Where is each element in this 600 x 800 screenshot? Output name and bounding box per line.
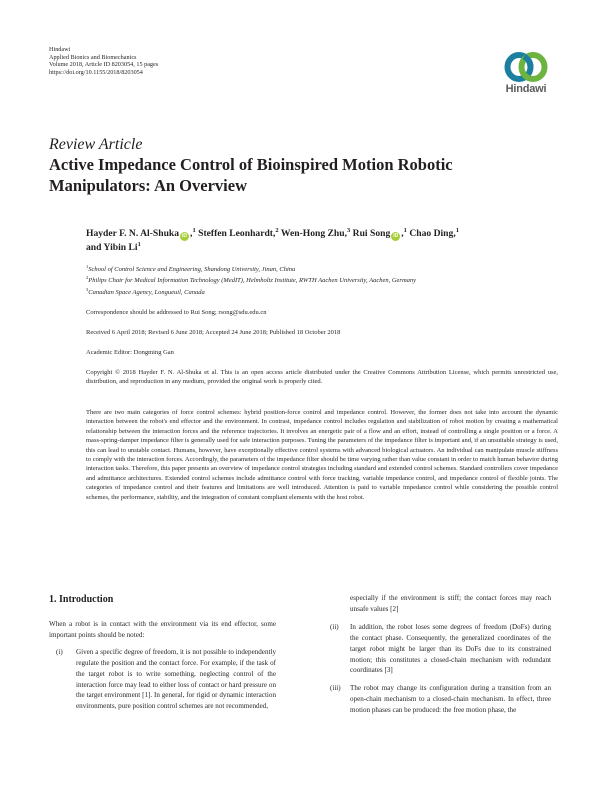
list-text: The robot may change its configuration during a transition from an open-chain mechanism to a closed-chain mechanism. In effect, three motion phases can be produced: the free motion phase, the <box>350 684 551 715</box>
column-left <box>49 619 276 719</box>
academic-editor: Academic Editor: Dongming Gan <box>86 349 174 356</box>
list-item <box>323 622 551 677</box>
interlocking-rings-icon <box>498 50 554 84</box>
copyright-notice: Copyright © 2018 Hayder F. N. Al-Shuka et al. This is an open access article distributed under the Creative Commons Attribution License, which permits unrestricted use, distribution, and reproduction in any medium, provided the original work is properly cited. <box>86 369 558 386</box>
citation-info: Volume 2018, Article ID 8203054, 15 pages <box>49 61 159 69</box>
author[interactable]: Hayder F. N. Al-Shuka iD ,$^1$ <box>86 226 196 239</box>
article-type: Review Article <box>49 136 143 153</box>
publication-dates: Received 6 April 2018; Revised 6 June 2018; Accepted 24 June 2018; Published 18 October 2018 <box>86 329 341 336</box>
article-title <box>49 154 529 196</box>
logo-wordmark: Hindawi <box>505 83 547 95</box>
list-text: especially if the environment is stiff; the contact forces may reach unsafe values [2] <box>350 594 551 613</box>
column-right <box>323 593 551 723</box>
list-number: (iii) <box>330 684 341 693</box>
title-line-2: Manipulators: An Overview <box>49 176 247 195</box>
list-item <box>323 683 551 716</box>
author[interactable]: Chao Ding,$^1$ <box>409 226 459 239</box>
abstract: There are two main categories of force control schemes: hybrid position-force control and impedance control. However, the former does not take into account the dynamic interaction between the robot's end effector and the environment. In contrast, impedance control includes regulation and stabilization of robot motion by creating a mathematical relationship between the interaction forces and the reference trajectories. It involves an energetic pair of a flow and an effort, instead of controlling a single position or a force. A mass-spring-damper impedance filter is generally used for safe interaction purposes. Tuning the parameters of the impedance filter is important and, if an unsuitable strategy is used, this can lead to unstable contact. Humans, however, have exceptionally effective control systems with advanced biological actuators. An individual can manipulate muscle stiffness to comply with the interaction forces. Accordingly, the parameters of the impedance filter should be time varying rather than value constant in order to match human behavior during interaction tasks. Therefore, this paper presents an overview of impedance control strategies including standard and extended control schemes. Standard controllers cover impedance and admittance architectures. Extended control schemes include admittance control with force tracking, variable impedance control, and impedance control of flexible joints. The categories of impedance control and their features and limitations are well introduced. Attention is paid to variable impedance control while considering the possible control schemes, the performance, stability, and the integration of constant compliant elements with the host robot. <box>86 409 558 501</box>
list-number: (ii) <box>330 622 339 631</box>
affiliation: $^2$Philips Chair for Medical Information Technology (MedIT), Helmholtz Institute, RWTH Aachen University, Aachen, Germany <box>86 275 417 285</box>
orcid-icon[interactable]: iD <box>182 233 188 239</box>
author-list <box>86 227 556 255</box>
title-line-1: Active Impedance Control of Bioinspired Motion Robotic <box>49 155 453 174</box>
author[interactable]: Steffen Leonhardt,$^2$ <box>198 226 279 239</box>
affiliations <box>86 264 416 298</box>
list-text: Given a specific degree of freedom, it is not possible to independently regulate the position and the contact force. For example, if the task of the target robot is to write something, neglecting control of the interaction force may lead to either loss of contact or hard pressure on the target environment [1]. In general, for rigid or dynamic interaction environments, pure position control schemes are not recommended, <box>76 647 276 711</box>
journal-metadata <box>49 46 158 76</box>
author[interactable]: Wen-Hong Zhu,$^3$ <box>280 226 351 239</box>
doi-link[interactable]: https://doi.org/10.1155/2018/8203054 <box>49 68 143 76</box>
author[interactable]: and Yibin Li$^1$ <box>86 240 141 253</box>
orcid-icon[interactable]: iD <box>393 233 399 239</box>
correspondence: Correspondence should be addressed to Rui Song; rsong@sdu.edu.cn <box>86 309 267 316</box>
list-item-continued <box>323 593 551 615</box>
list-number: (i) <box>56 647 63 656</box>
journal-name: Applied Bionics and Biomechanics <box>49 53 137 61</box>
author[interactable]: Rui Song iD ,$^1$ <box>352 226 407 239</box>
affiliation: $^3$Canadian Space Agency, Longueuil, Canada <box>86 286 205 296</box>
intro-paragraph: When a robot is in contact with the environment via its end effector, some important points should be noted: <box>49 620 276 639</box>
list-item <box>49 647 276 712</box>
publisher-name: Hindawi <box>49 46 71 53</box>
section-heading-introduction: 1. Introduction <box>49 594 114 605</box>
affiliation: $^1$School of Control Science and Engineering, Shandong University, Jinan, China <box>86 263 296 273</box>
hindawi-logo <box>498 50 554 100</box>
list-text: In addition, the robot loses some degrees of freedom (DoFs) during the contact phase. Consequently, the generalized coordinates of the target robot might be larger than its DoFs due to its constrained motion; this constitutes a closed-chain mechanism with redundant coordinates [3] <box>350 622 551 675</box>
